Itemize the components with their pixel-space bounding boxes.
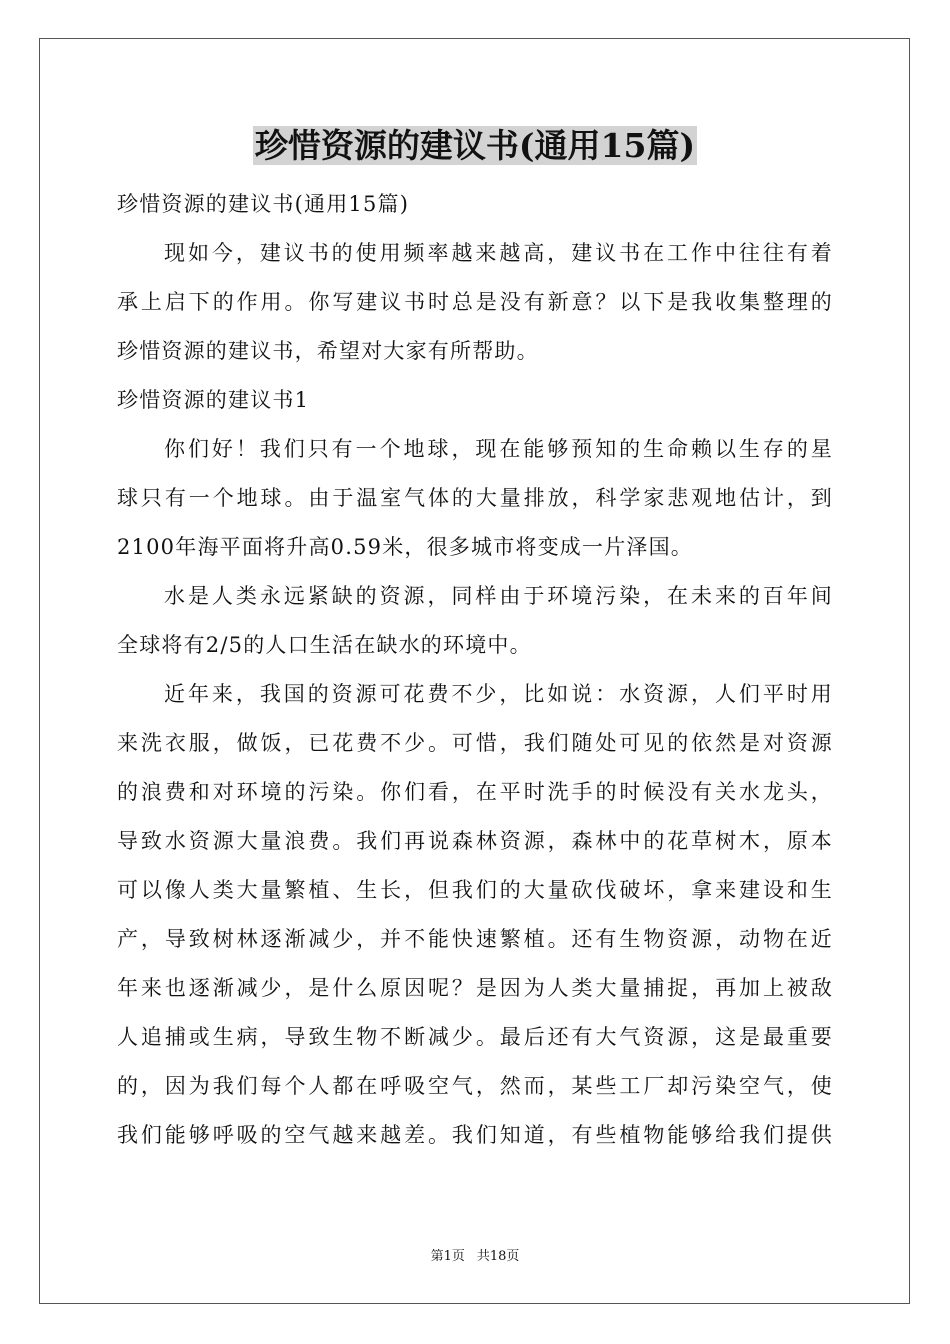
page-total: 共18页: [476, 1249, 520, 1264]
body-line: 近年来，我国的资源可花费不少，比如说：水资源，人们平时用: [164, 682, 833, 706]
body-line: 2100年海平面将升高0.59米，很多城市将变成一片泽国。: [117, 535, 693, 559]
body-line: 球只有一个地球。由于温室气体的大量排放，科学家悲观地估计，到: [117, 486, 833, 510]
body-line: 年来也逐渐减少，是什么原因呢？是因为人类大量捕捉，再加上被敌: [117, 976, 833, 1000]
subtitle-line: 珍惜资源的建议书(通用15篇): [117, 192, 410, 216]
body-line: 来洗衣服，做饭，已花费不少。可惜，我们随处可见的依然是对资源: [117, 731, 833, 755]
body-line: 的，因为我们每个人都在呼吸空气，然而，某些工厂却污染空气，使: [117, 1074, 833, 1098]
page-number: 第1页: [430, 1249, 465, 1264]
document-body: [117, 180, 833, 1160]
document-title: [0, 124, 950, 168]
page-footer: [0, 1248, 950, 1266]
body-line: 导致水资源大量浪费。我们再说森林资源，森林中的花草树木，原本: [117, 829, 833, 853]
body-line: 你们好！我们只有一个地球，现在能够预知的生命赖以生存的星: [164, 437, 833, 461]
body-line: 的浪费和对环境的污染。你们看，在平时洗手的时候没有关水龙头，: [117, 780, 833, 804]
body-line: 人追捕或生病，导致生物不断减少。最后还有大气资源，这是最重要: [117, 1025, 833, 1049]
body-line: 水是人类永远紧缺的资源，同样由于环境污染，在未来的百年间: [164, 584, 833, 608]
document-title-text: 珍惜资源的建议书(通用15篇): [254, 126, 696, 165]
section-heading: 珍惜资源的建议书1: [117, 388, 310, 412]
body-line: 承上启下的作用。你写建议书时总是没有新意？以下是我收集整理的: [117, 290, 833, 314]
body-line: 全球将有2/5的人口生活在缺水的环境中。: [117, 633, 532, 657]
body-line: 我们能够呼吸的空气越来越差。我们知道，有些植物能够给我们提供: [117, 1123, 833, 1147]
body-line: 现如今，建议书的使用频率越来越高，建议书在工作中往往有着: [164, 241, 833, 265]
body-line: 产，导致树林逐渐减少，并不能快速繁植。还有生物资源，动物在近: [117, 927, 833, 951]
body-line: 珍惜资源的建议书，希望对大家有所帮助。: [117, 339, 539, 363]
body-line: 可以像人类大量繁植、生长，但我们的大量砍伐破坏，拿来建设和生: [117, 878, 833, 902]
